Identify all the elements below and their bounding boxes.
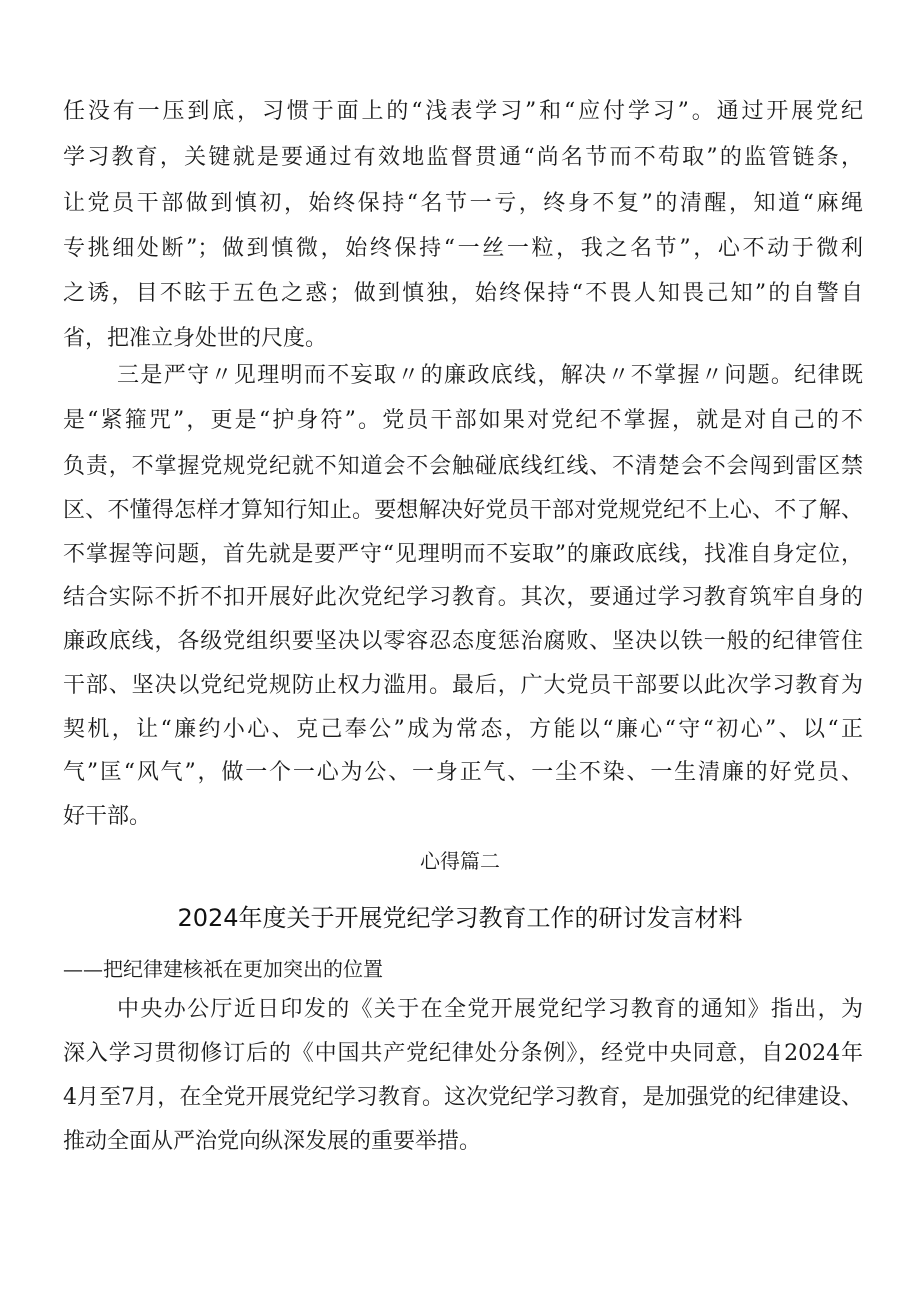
paragraph-line: 是“紧箍咒”，更是“护身符”。党员干部如果对党纪不掌握，就是对自己的不 [63,408,863,433]
paragraph-line: 让党员干部做到慎初，始终保持“名节一亏，终身不复”的清醒，知道“麻绳 [63,191,863,216]
paragraph-line: 任没有一压到底，习惯于面上的“浅表学习”和“应付学习”。通过开展党纪 [63,99,863,124]
paragraph-line: 结合实际不折不扣开展好此次党纪学习教育。其次，要通过学习教育筑牢自身的 [63,585,863,610]
paragraph-line: 深入学习贯彻修订后的《中国共产党纪律处分条例》，经党中央同意，自2024年 [63,1041,863,1066]
paragraph-line: 三是严守〃见理明而不妄取〃的廉政底线，解决〃不掌握〃问题。纪律既 [117,363,863,388]
article-title: 2024年度关于开展党纪学习教育工作的研讨发言材料 [177,904,743,932]
article-subtitle: ——把纪律建核祇在更加突出的位置 [63,957,383,981]
paragraph-line: 不掌握等问题，首先就是要严守“见理明而不妄取”的廉政底线，找准自身定位， [63,542,863,567]
paragraph-line: 干部、坚决以党纪党规防止权力滥用。最后，广大党员干部要以此次学习教育为 [63,673,863,698]
paragraph-line: 4月至7月，在全党开展党纪学习教育。这次党纪学习教育，是加强党的纪律建设、 [63,1085,863,1110]
paragraph-line: 专挑细处断”；做到慎微，始终保持“一丝一粒，我之名节”，心不动于微利 [63,236,863,261]
paragraph-line: 好干部。 [63,804,152,829]
paragraph-line: 气”匡“风气”，做一个一心为公、一身正气、一尘不染、一生清廉的好党员、 [63,760,863,785]
paragraph-line: 负责，不掌握党规党纪就不知道会不会触碰底线红线、不清楚会不会闯到雷区禁 [63,454,863,479]
paragraph-line: 契机，让“廉约小心、克己奉公”成为常态，方能以“廉心“守“初心”、以“正 [63,717,863,742]
paragraph-line: 区、不懂得怎样才算知行知止。要想解决好党员干部对党规党纪不上心、不了解、 [63,498,863,523]
section-label: 心得篇二 [420,849,500,873]
paragraph-line: 推动全面从严治党向纵深发展的重要举措。 [63,1129,482,1154]
paragraph-line: 学习教育，关键就是要通过有效地监督贯通“尚名节而不苟取”的监管链条， [63,145,863,170]
paragraph-line: 之诱，目不眩于五色之惑；做到慎独，始终保持“不畏人知畏己知”的自警自 [63,281,863,306]
paragraph-line: 省，把准立身处世的尺度。 [63,326,328,351]
paragraph-line: 廉政底线，各级党组织要坚决以零容忍态度惩治腐败、坚决以铁一般的纪律管住 [63,629,863,654]
paragraph-line: 中央办公厅近日印发的《关于在全党开展党纪学习教育的通知》指出，为 [117,997,863,1022]
